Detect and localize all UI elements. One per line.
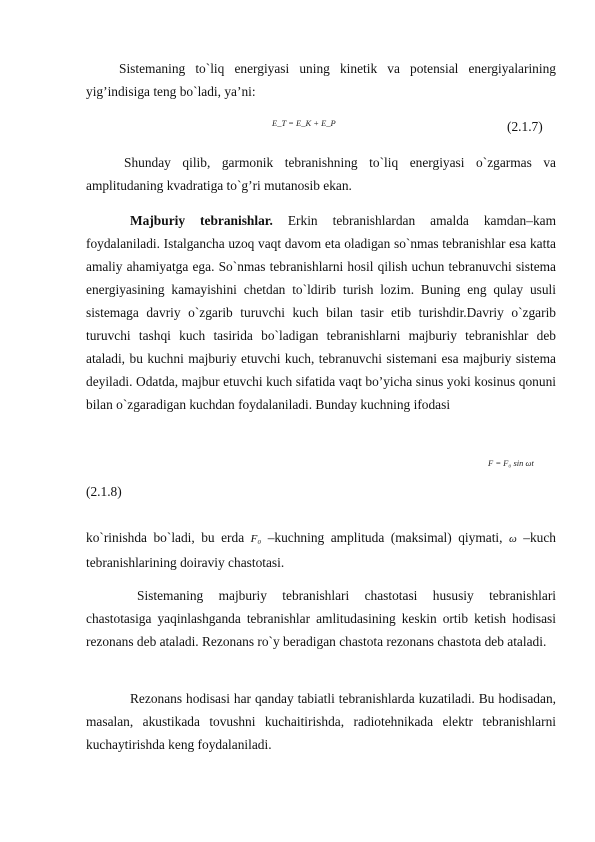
equation-number-2-1-8: (2.1.8) <box>86 484 122 499</box>
omega-symbol: ω <box>508 533 517 545</box>
equation-formula: E_T = E_K + E_P <box>272 118 336 128</box>
equation-2-1-7 <box>86 116 556 138</box>
paragraph-text: Erkin tebranishlardan amalda kamdan–kam foydalaniladi. Istalgancha uzoq vaqt davom eta oladigan so`nmas tebranishlar esa katta amaliy ahamiyatga ega. So`nmas tebranishlarni hosil qilish uchun tebranuvchi sistema energiyasining kamayishini chetdan to`ldirib turish lozim. Buning eng qulay usuli sistemaga davriy o`zgarib turuvchi kuch bilan tasir etib turishdir.Davriy o`zgarib turuvchi tashqi kuch tasirida bo`ladigan tebranishlarni majburiy tebranishlar deb ataladi, bu kuchni majburiy etuvchi kuch, tebranuvchi sistemani esa majburiy sistema deyiladi. Odatda, majbur etuvchi kuch sifatida vaqt bo’yicha sinus yoki kosinus qonuni bilan o`zgaradigan kuchdan foydalaniladi. Bunday kuchning ifodasi <box>86 213 556 412</box>
paragraph-resonance-applications <box>86 687 556 756</box>
equation-formula: F = F₀ sin ωt <box>488 458 534 468</box>
paragraph-text: Shunday qilib, garmonik tebranishning to`liq energiyasi o`zgarmas va amplitudaning kvadratiga to`g’ri mutanosib ekan. <box>86 155 556 193</box>
paragraph-resonance-definition <box>86 584 556 653</box>
equation-number: (2.1.7) <box>507 119 543 134</box>
paragraph-text: Sistemaning majburiy tebranishlari chastotasi hususiy tebranishlari chastotasiga yaqinlashganda tebranishlar amlitudasining keskin ortib ketish hodisasi rezonans deb ataladi. Rezonans ro`y beradigan chastota rezonans chastota deb ataladi. <box>86 588 556 649</box>
paragraph-energy-conclusion <box>86 151 556 197</box>
paragraph-force-definition: ko`rinishda bo`ladi, bu erda F₀ –kuchning amplituda (maksimal) qiymati, ω –kuch tebranishlarining doiraviy chastotasi. <box>86 530 556 570</box>
section-heading: Majburiy tebranishlar. <box>130 213 273 228</box>
force-amplitude-symbol: F₀ <box>250 533 262 545</box>
equation-2-1-8 <box>86 456 556 478</box>
paragraph-text: Rezonans hodisasi har qanday tabiatli tebranishlarda kuzatiladi. Bu hodisadan, masalan, akustikada tovushni kuchaitirishda, radiotehnikada elektr tebranishlarni kuchaytirishda keng foydalaniladi. <box>86 691 556 752</box>
paragraph-forced-oscillations <box>86 209 556 416</box>
paragraph-total-energy <box>86 57 556 103</box>
paragraph-text: Sistemaning to`liq energiyasi uning kinetik va potensial energiyalarining yig’indisiga teng bo`ladi, ya’ni: <box>86 61 556 99</box>
